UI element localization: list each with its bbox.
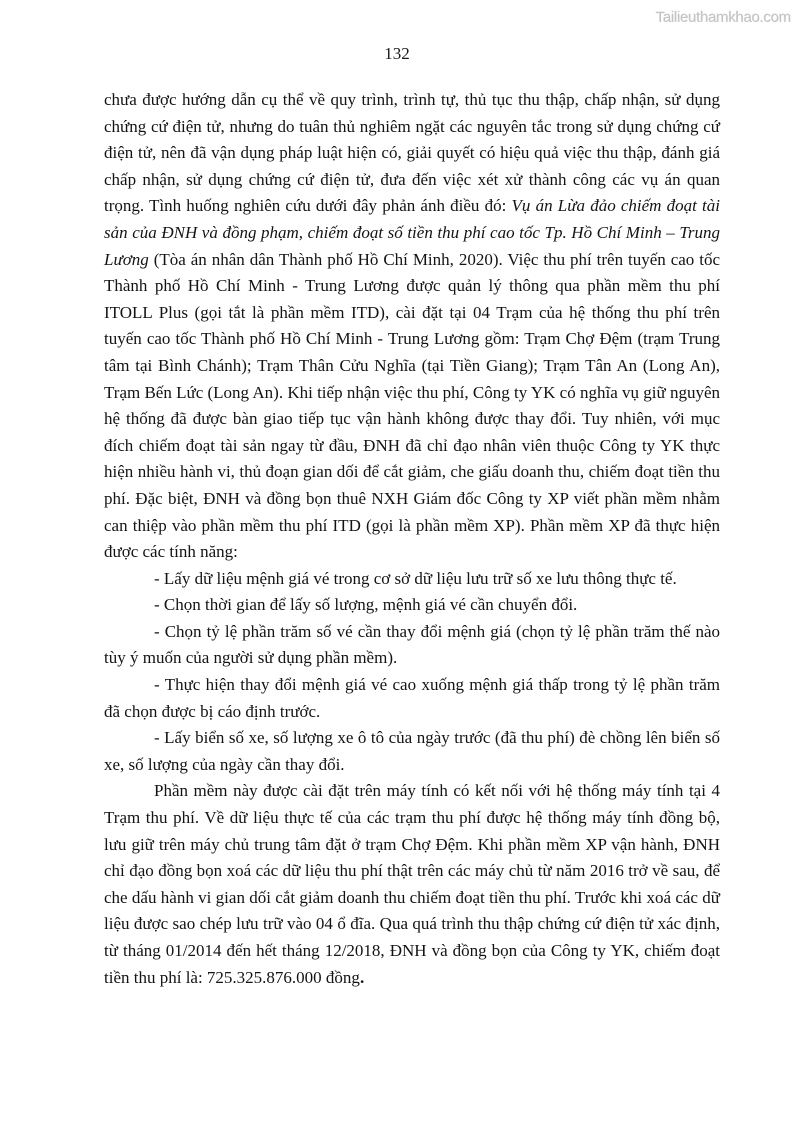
watermark: Tailieuthamkhao.com <box>655 9 791 26</box>
list-item: - Chọn thời gian để lấy số lượng, mệnh giá vé cần chuyển đổi. <box>154 595 578 615</box>
list-item: - Lấy biển số xe, số lượng xe ô tô của ngày trước (đã thu phí) đè chồng lên biển số xe, số lượng của ngày cần thay đổi. <box>104 728 720 774</box>
paragraph-text: Phần mềm này được cài đặt trên máy tính có kết nối với hệ thống máy tính tại 4 Trạm thu phí. Về dữ liệu thực tế của các trạm thu phí được hệ thống máy tính đồng bộ, lưu giữ trên máy chủ trung tâm đặt ở trạm Chợ Đệm. Khi phần mềm XP vận hành, ĐNH chỉ đạo đồng bọn xoá các dữ liệu thu phí thật trên các máy chủ từ năm 2016 trở về sau, để che dấu hành vi gian dối cắt giảm doanh thu chiếm đoạt tiền thu phí. Trước khi xoá các dữ liệu được sao chép lưu trữ vào 04 ổ đĩa. Qua quá trình thu thập chứng cứ điện tử xác định, từ tháng 01/2014 đến hết tháng 12/2018, ĐNH và đồng bọn của Công ty YK, chiếm đoạt tiền thu phí là: 725.325.876.000 đồng <box>104 781 720 987</box>
list-item: - Thực hiện thay đổi mệnh giá vé cao xuống mệnh giá thấp trong tỷ lệ phần trăm đã chọn được bị cáo định trước. <box>104 675 720 721</box>
paragraph-text: (Tòa án nhân dân Thành phố Hồ Chí Minh, 2020). Việc thu phí trên tuyến cao tốc Thành phố Hồ Chí Minh - Trung Lương được quản lý thông qua phần mềm thu phí ITOLL Plus (gọi tắt là phần mềm ITD), cài đặt tại 04 Trạm của hệ thống thu phí trên tuyến cao tốc Thành phố Hồ Chí Minh - Trung Lương gồm: Trạm Chợ Đệm (trạm Trung tâm tại Bình Chánh); Trạm Thân Cửu Nghĩa (tại Tiền Giang); Trạm Tân An (Long An), Trạm Bến Lức (Long An). Khi tiếp nhận việc thu phí, Công ty YK có nghĩa vụ giữ nguyên hệ thống đã được bàn giao tiếp tục vận hành không được thay đổi. Tuy nhiên, với mục đích chiếm đoạt tài sản ngay từ đầu, ĐNH đã chỉ đạo nhân viên thuộc Công ty YK thực hiện nhiều hành vi, thủ đoạn gian dối để cắt giảm, che giấu doanh thu, chiếm đoạt tiền thu phí. Đặc biệt, ĐNH và đồng bọn thuê NXH Giám đốc Công ty XP viết phần mềm nhằm can thiệp vào phần mềm thu phí ITD (gọi là phần mềm XP). Phần mềm XP đã thực hiện được các tính năng: <box>104 249 720 562</box>
paragraph-text: chưa được hướng dẫn cụ thể về quy trình, trình tự, thủ tục thu thập, chấp nhận, sử dụng chứng cứ điện tử, nhưng do tuân thủ nghiêm ngặt các nguyên tắc trong sử dụng chứng cứ điện tử, nên đã vận dụng pháp luật hiện có, giải quyết có hiệu quả việc thu thập, đánh giá chấp nhận, sử dụng chứng cứ điện tử, đưa đến việc xét xử thành công các vụ án quan trọng. Tình huống nghiên cứu dưới đây phản ánh điều đó: <box>104 90 720 216</box>
paragraph <box>104 87 720 566</box>
list-item: - Chọn tỷ lệ phần trăm số vé cần thay đổi mệnh giá (chọn tỷ lệ phần trăm thế nào tùy ý muốn của người sử dụng phần mềm). <box>104 621 720 668</box>
page-body <box>104 87 720 991</box>
paragraph <box>104 778 720 991</box>
bold-period: . <box>359 967 365 987</box>
page-number: 132 <box>384 44 410 63</box>
list-item: - Lấy dữ liệu mệnh giá vé trong cơ sở dữ liệu lưu trữ số xe lưu thông thực tế. <box>154 568 677 588</box>
case-name-italic: Vụ án Lừa đảo chiếm đoạt tài sản của ĐNH và đồng phạm, chiếm đoạt số tiền thu phí cao tốc Tp. Hồ Chí Minh – Trung Lương <box>104 196 720 269</box>
